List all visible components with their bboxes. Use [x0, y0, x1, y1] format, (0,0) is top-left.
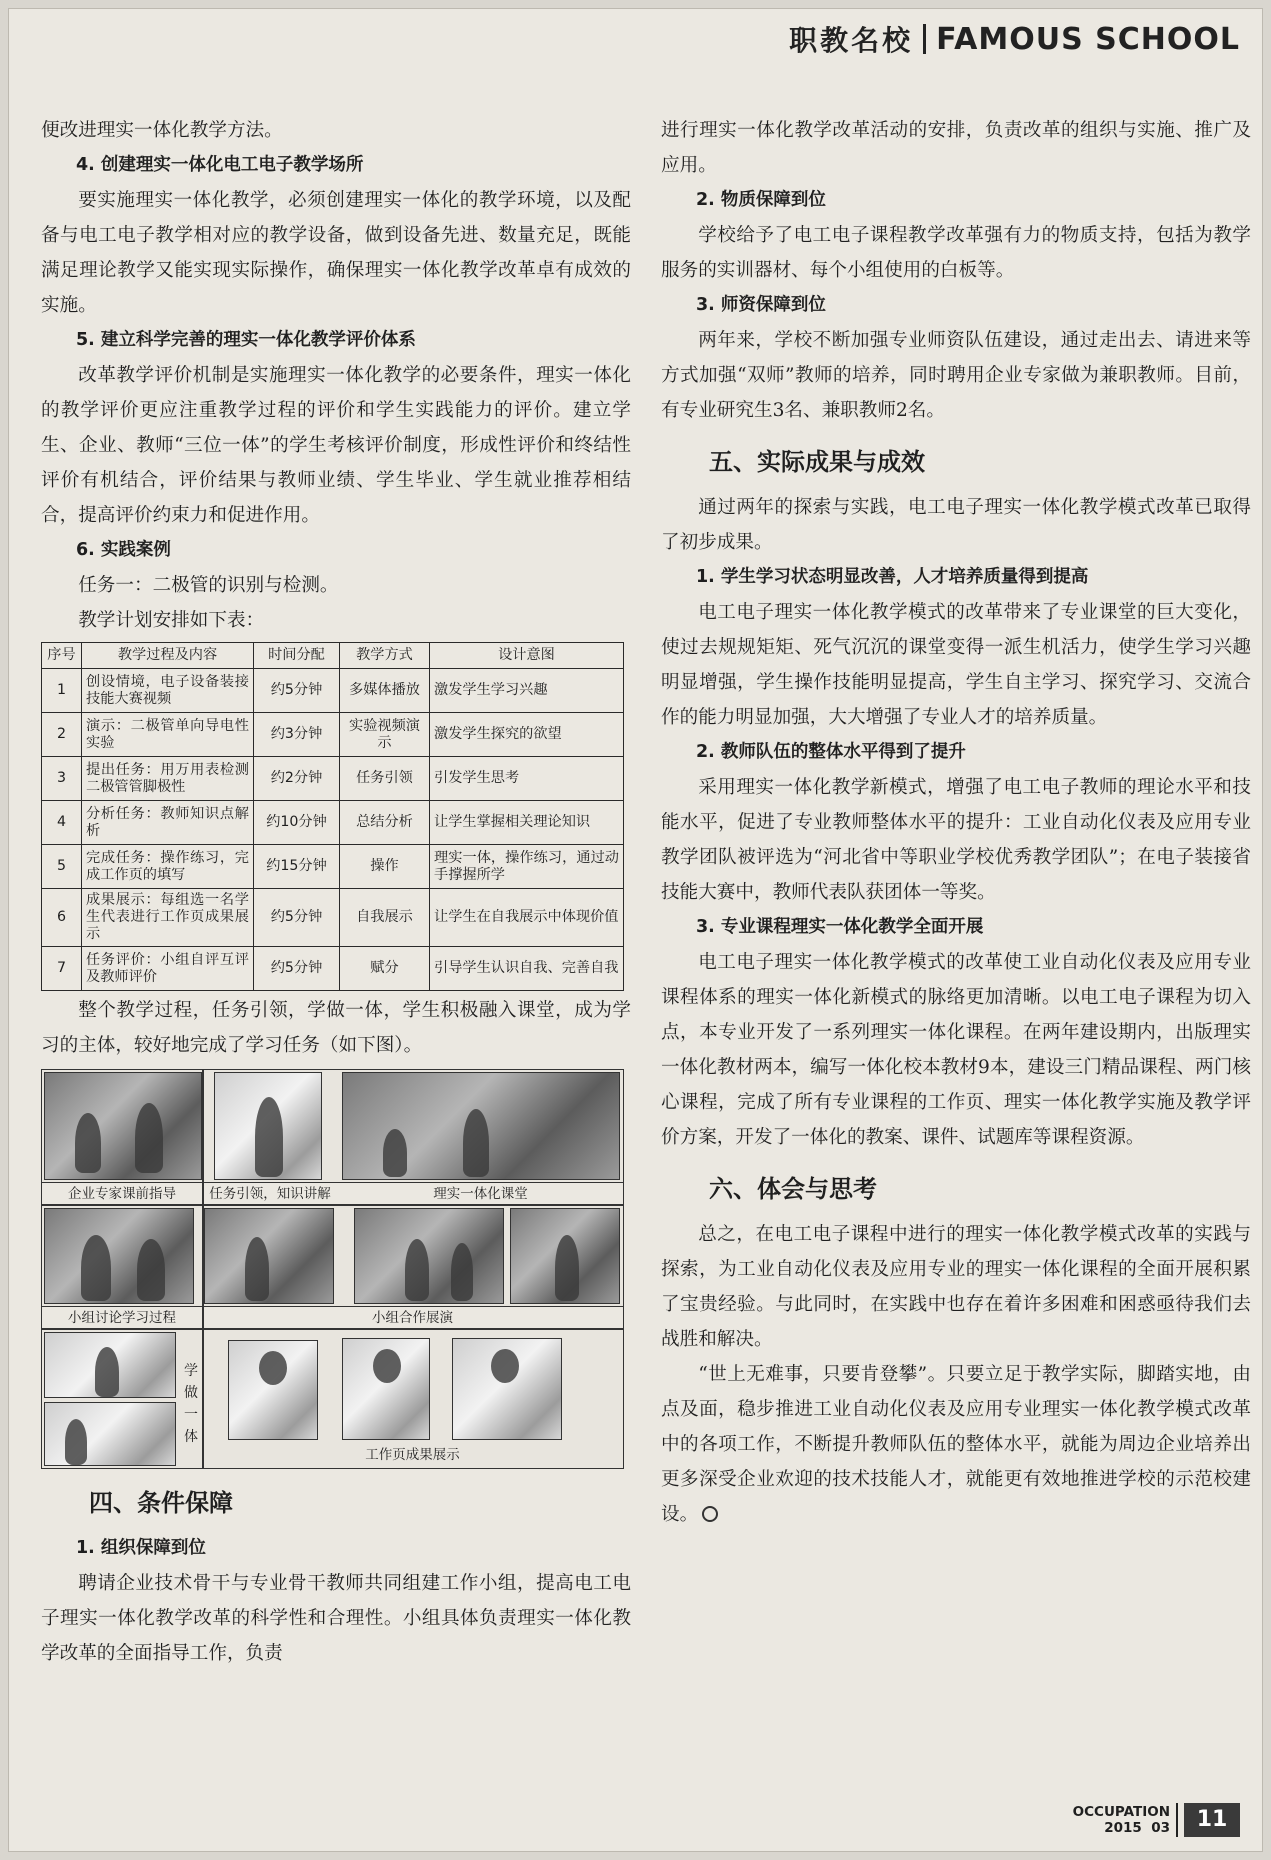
- photo-expert-guidance: [44, 1072, 202, 1180]
- photo-learning-by-doing-1: [44, 1332, 176, 1398]
- left-column: [41, 113, 631, 1671]
- end-of-article-icon: [702, 1506, 718, 1522]
- caption-learning-by-doing: 学做一体: [184, 1363, 198, 1445]
- column-header: 序号: [42, 643, 82, 669]
- table-cell: 让学生在自我展示中体现价值: [430, 889, 624, 947]
- photo-group-demo-1: [204, 1208, 334, 1304]
- paragraph: 整个教学过程，任务引领，学做一体，学生积极融入课堂，成为学习的主体，较好地完成了学习任务（如下图）。: [41, 1000, 631, 1056]
- table-cell: 激发学生探究的欲望: [430, 713, 624, 757]
- table-cell: 让学生掌握相关理论知识: [430, 801, 624, 845]
- photo-integrated-classroom: [342, 1072, 620, 1180]
- subheading: 6. 实践案例: [76, 540, 171, 560]
- teaching-plan-table: [41, 642, 624, 991]
- paragraph: 电工电子理实一体化教学模式的改革带来了专业课堂的巨大变化，使过去规规矩矩、死气沉沉的课堂变得一派生机活力，使学生学习兴趣明显增强，学生操作技能明显提高，学生自主学习、探究学习、交流合作的能力明显加强，大大增强了专业人才的培养质量。: [661, 602, 1251, 728]
- table-cell: 分析任务：教师知识点解析: [82, 801, 254, 845]
- column-header: 教学方式: [340, 643, 430, 669]
- photo-worksheet-1: [228, 1340, 318, 1440]
- section-heading: 五、实际成果与成效: [709, 448, 925, 476]
- paragraph: 便改进理实一体化教学方法。: [41, 120, 283, 141]
- photo-group-discussion: [44, 1208, 194, 1304]
- page-number: 11: [1184, 1803, 1240, 1837]
- table-cell: 提出任务：用万用表检测二极管管脚极性: [82, 757, 254, 801]
- subheading: 3. 专业课程理实一体化教学全面开展: [696, 917, 984, 937]
- photo-group-demo-2: [354, 1208, 504, 1304]
- paragraph: 电工电子理实一体化教学模式的改革使工业自动化仪表及应用专业课程体系的理实一体化新模式的脉络更加清晰。以电工电子课程为切入点，本专业开发了一系列理实一体化课程。在两年建设期内，出版理实一体化教材两本，编写一体化校本教材9本，建设三门精品课程、两门核心课程，完成了所有专业课程的工作页、理实一体化教学实施及教学评价方案，开发了一体化的教案、课件、试题库等课程资源。: [661, 952, 1251, 1148]
- caption-expert-guidance: 企业专家课前指导: [42, 1182, 202, 1205]
- table-cell: 4: [42, 801, 82, 845]
- subheading: 1. 学生学习状态明显改善，人才培养质量得到提高: [696, 567, 1089, 587]
- paragraph: [661, 1357, 1251, 1532]
- issue-year: 2015: [1104, 1820, 1142, 1836]
- footer-divider: [1176, 1803, 1178, 1837]
- column-title-cn: 职教名校: [789, 24, 914, 57]
- paragraph: 总之，在电工电子课程中进行的理实一体化教学模式改革的实践与探索，为工业自动化仪表及应用专业的理实一体化课程的全面开展积累了宝贵经验。与此同时，在实践中也存在着许多困难和困惑亟待我们去战胜和解决。: [661, 1224, 1251, 1350]
- caption-group-discussion: 小组讨论学习过程: [42, 1306, 202, 1329]
- caption-task-lecture: 任务引领，知识讲解: [202, 1182, 338, 1205]
- table-cell: 3: [42, 757, 82, 801]
- paragraph: 采用理实一体化教学新模式，增强了电工电子教师的理论水平和技能水平，促进了专业教师整体水平的提升：工业自动化仪表及应用专业教学团队被评选为“河北省中等职业学校优秀教学团队”；在电子装接省技能大赛中，教师代表队获团体一等奖。: [661, 777, 1251, 903]
- table-row: [42, 947, 624, 991]
- magazine-name: OCCUPATION: [1072, 1804, 1170, 1820]
- table-cell: 7: [42, 947, 82, 991]
- photo-task-lecture: [214, 1072, 322, 1180]
- table-cell: 约3分钟: [254, 713, 340, 757]
- paragraph: 学校给予了电工电子课程教学改革强有力的物质支持，包括为教学服务的实训器材、每个小组使用的白板等。: [661, 225, 1251, 281]
- photo-worksheet-3: [452, 1338, 562, 1440]
- table-cell: 引发学生思考: [430, 757, 624, 801]
- table-cell: 约15分钟: [254, 845, 340, 889]
- paragraph: 进行理实一体化教学改革活动的安排，负责改革的组织与实施、推广及应用。: [661, 120, 1251, 176]
- table-cell: 约5分钟: [254, 889, 340, 947]
- right-column: [661, 113, 1251, 1532]
- subheading: 2. 教师队伍的整体水平得到了提升: [696, 742, 966, 762]
- table-cell: 任务评价：小组自评互评及教师评价: [82, 947, 254, 991]
- table-cell: 约5分钟: [254, 947, 340, 991]
- paragraph: 改革教学评价机制是实施理实一体化教学的必要条件，理实一体化的教学评价更应注重教学过程的评价和学生实践能力的评价。建立学生、企业、教师“三位一体”的学生考核评价制度，形成性评价和终结性评价有机结合，评价结果与教师业绩、学生毕业、学生就业推荐相结合，提高评价约束力和促进作用。: [41, 365, 631, 526]
- photo-worksheet-2: [342, 1338, 430, 1440]
- subheading: 1. 组织保障到位: [76, 1538, 206, 1558]
- page-header: [789, 17, 1240, 61]
- table-row: [42, 757, 624, 801]
- column-header: 时间分配: [254, 643, 340, 669]
- table-cell: 任务引领: [340, 757, 430, 801]
- table-cell: 完成任务：操作练习，完成工作页的填写: [82, 845, 254, 889]
- caption-integrated-classroom: 理实一体化课堂: [338, 1182, 623, 1205]
- table-cell: 约10分钟: [254, 801, 340, 845]
- magazine-page: [8, 8, 1263, 1852]
- table-cell: 约5分钟: [254, 669, 340, 713]
- column-title-en: FAMOUS SCHOOL: [936, 21, 1240, 57]
- paragraph: 聘请企业技术骨干与专业骨干教师共同组建工作小组，提高电工电子理实一体化教学改革的科学性和合理性。小组具体负责理实一体化教学改革的全面指导工作，负责: [41, 1573, 631, 1664]
- table-row: [42, 669, 624, 713]
- table-cell: 多媒体播放: [340, 669, 430, 713]
- caption-group-demo: 小组合作展演: [202, 1306, 623, 1329]
- section-heading: 六、体会与思考: [709, 1175, 877, 1203]
- photo-collage: [41, 1069, 624, 1469]
- paragraph: 两年来，学校不断加强专业师资队伍建设，通过走出去、请进来等方式加强“双师”教师的培养，同时聘用企业专家做为兼职教师。目前，有专业研究生3名、兼职教师2名。: [661, 330, 1251, 421]
- paragraph: 要实施理实一体化教学，必须创建理实一体化的教学环境，以及配备与电工电子教学相对应的教学设备，做到设备先进、数量充足，既能满足理论教学又能实现实际操作，确保理实一体化教学改革卓有成效的实施。: [41, 190, 631, 316]
- table-row: [42, 713, 624, 757]
- table-cell: 约2分钟: [254, 757, 340, 801]
- table-cell: 演示：二极管单向导电性实验: [82, 713, 254, 757]
- section-heading: 四、条件保障: [89, 1489, 233, 1517]
- subheading: 5. 建立科学完善的理实一体化教学评价体系: [76, 330, 416, 350]
- table-cell: 6: [42, 889, 82, 947]
- table-cell: 激发学生学习兴趣: [430, 669, 624, 713]
- table-cell: 成果展示：每组选一名学生代表进行工作页成果展示: [82, 889, 254, 947]
- table-row: [42, 801, 624, 845]
- table-cell: 总结分析: [340, 801, 430, 845]
- paragraph: 通过两年的探索与实践，电工电子理实一体化教学模式改革已取得了初步成果。: [661, 497, 1251, 553]
- subheading: 4. 创建理实一体化电工电子教学场所: [76, 155, 364, 175]
- issue-number: 03: [1151, 1820, 1170, 1836]
- table-row: [42, 845, 624, 889]
- table-intro: 教学计划安排如下表：: [78, 610, 265, 631]
- photo-learning-by-doing-2: [44, 1402, 176, 1466]
- table-cell: 自我展示: [340, 889, 430, 947]
- table-row: [42, 889, 624, 947]
- header-divider: [923, 24, 926, 54]
- table-cell: 创设情境，电子设备装接技能大赛视频: [82, 669, 254, 713]
- subheading: 2. 物质保障到位: [696, 190, 826, 210]
- magazine-info: [1073, 1804, 1170, 1836]
- page-footer: [1073, 1803, 1240, 1837]
- table-cell: 引导学生认识自我、完善自我: [430, 947, 624, 991]
- task-line: 任务一：二极管的识别与检测。: [78, 575, 339, 596]
- column-header: 教学过程及内容: [82, 643, 254, 669]
- table-cell: 理实一体，操作练习，通过动手撑握所学: [430, 845, 624, 889]
- caption-worksheet-results: 工作页成果展示: [365, 1447, 460, 1463]
- table-cell: 2: [42, 713, 82, 757]
- table-cell: 赋分: [340, 947, 430, 991]
- subheading: 3. 师资保障到位: [696, 295, 826, 315]
- table-cell: 1: [42, 669, 82, 713]
- closing-paragraph: “世上无难事，只要肯登攀”。只要立足于教学实际，脚踏实地，由点及面，稳步推进工业自动化仪表及应用专业理实一体化教学模式改革中的各项工作，不断提升教师队伍的整体水平，就能为周边企业培养出更多深受企业欢迎的技术技能人才，就能更有效地推进学校的示范校建设。: [661, 1364, 1251, 1525]
- table-cell: 5: [42, 845, 82, 889]
- photo-group-demo-3: [510, 1208, 620, 1304]
- table-cell: 操作: [340, 845, 430, 889]
- table-cell: 实验视频演示: [340, 713, 430, 757]
- table-header-row: [42, 643, 624, 669]
- column-header: 设计意图: [430, 643, 624, 669]
